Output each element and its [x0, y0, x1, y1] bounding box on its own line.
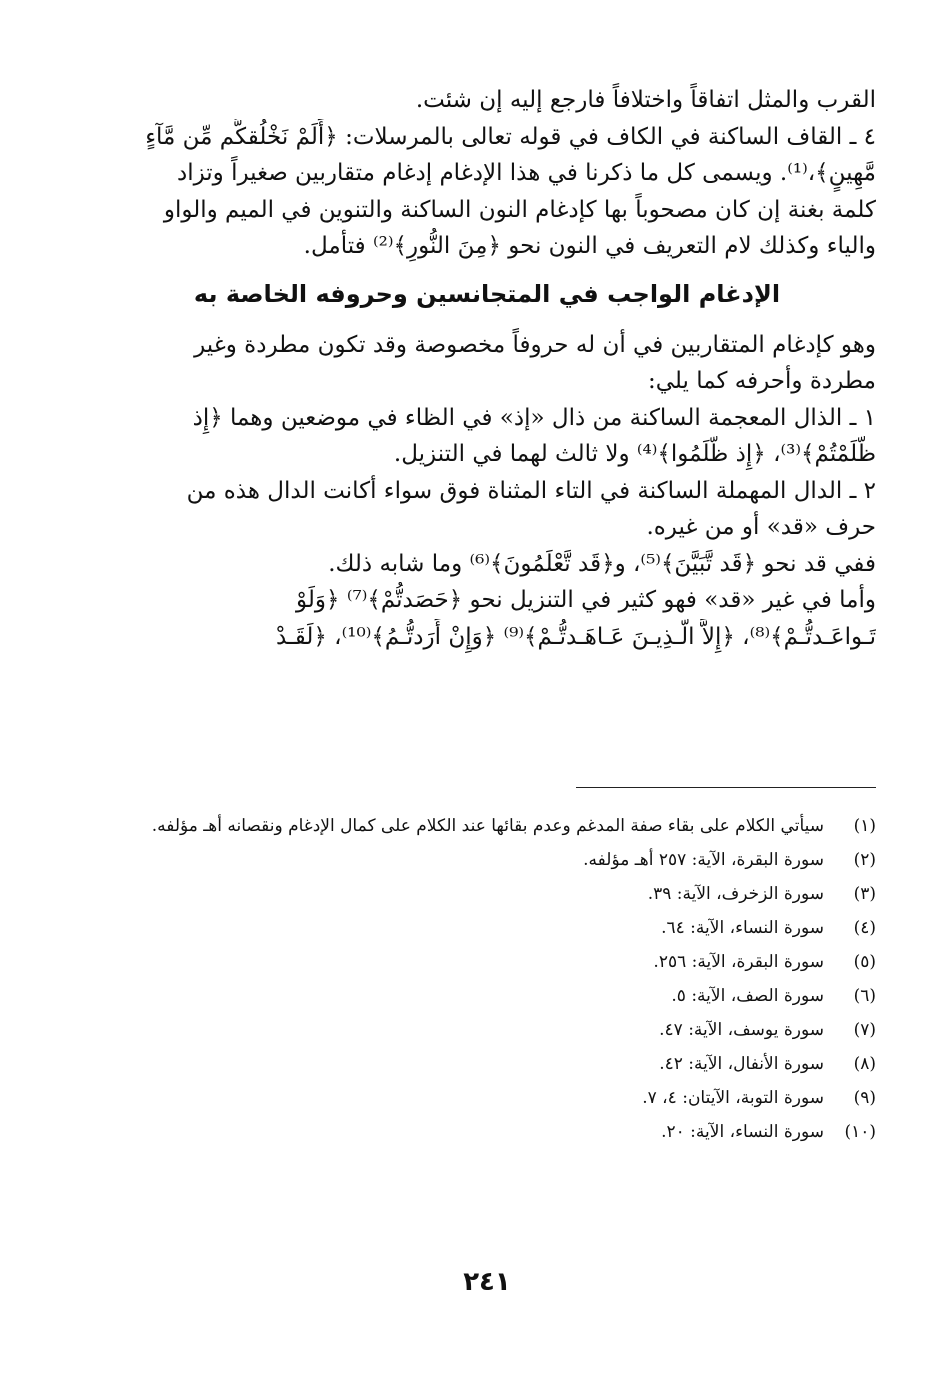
footnote-text: سورة البقرة، الآية: ٢٥٦.: [653, 952, 824, 972]
main-text-top: [98, 82, 876, 265]
footnotes: [68, 812, 876, 1152]
footnote-item: [68, 982, 876, 1010]
text-line: تَـواعَـدتُّـمْ﴾⁽⁸⁾، ﴿إِلاَّ الَّـذِيـنَ عَـاهَـدتُّـمْ﴾⁽⁹⁾ ﴿وَإِنْ أَرَدتُّـمُ﴾⁽¹⁰⁾، ﴿لَقَـدْ: [275, 623, 876, 650]
footnote-item: [68, 880, 876, 908]
footnote-number: (٧): [853, 1020, 876, 1040]
text-line: ٤ ـ القاف الساكنة في الكاف في قوله تعالى بالمرسلات: ﴿أَلَمْ نَخْلُقكُّم مِّن مَّآءٍ: [145, 123, 876, 150]
page-number: ٢٤١: [463, 1267, 511, 1297]
footnote-number: (١٠): [844, 1122, 876, 1142]
footnote-item: [68, 1050, 876, 1078]
text-line: ظَّلَمْتُمْ﴾⁽³⁾، ﴿إِذ ظَّلَمُوا﴾⁽⁴⁾ ولا ثالث لهما في التنزيل.: [393, 441, 876, 467]
footnote-number: (٣): [853, 884, 876, 904]
footnote-text: سورة النساء، الآية: ٢٠.: [661, 1122, 824, 1142]
footnote-number: (٤): [853, 918, 876, 938]
footnote-separator: [576, 787, 876, 788]
footnote-text: سورة النساء، الآية: ٦٤.: [661, 918, 824, 938]
footnote-number: (١): [853, 816, 876, 836]
text-line: مطردة وأحرفه كما يلي:: [647, 368, 876, 394]
text-line: وهو كإدغام المتقاربين في أن له حروفاً مخصوصة وقد تكون مطردة وغير: [194, 331, 876, 358]
footnote-number: (٢): [853, 850, 876, 870]
footnote-number: (٥): [853, 952, 876, 972]
text-line: حرف «قد» أو من غيره.: [646, 514, 876, 540]
footnote-item: [68, 812, 876, 840]
footnote-item: [68, 1084, 876, 1112]
main-text-bottom: [98, 327, 876, 656]
footnote-text: سورة البقرة، الآية: ٢٥٧ أهـ مؤلفه.: [583, 850, 824, 870]
text-line: والياء وكذلك لام التعريف في النون نحو ﴿مِنَ النُّورِ﴾⁽²⁾ فتأمل.: [303, 233, 876, 259]
footnote-text: سورة الصف، الآية: ٥.: [671, 986, 824, 1006]
footnote-text: سيأتي الكلام على بقاء صفة المدغم وعدم بقائها عند الكلام على كمال الإدغام ونقصانه أهـ مؤلفه.: [151, 816, 824, 836]
footnote-number: (٨): [853, 1054, 876, 1074]
footnote-text: سورة يوسف، الآية: ٤٧.: [659, 1020, 824, 1040]
footnote-text: سورة التوبة، الآيتان: ٤، ٧.: [642, 1088, 824, 1108]
text-line: ١ ـ الذال المعجمة الساكنة من ذال «إذ» في الظاء في موضعين وهما ﴿إِذ: [192, 404, 876, 431]
footnote-text: سورة الزخرف، الآية: ٣٩.: [647, 884, 824, 904]
footnote-item: [68, 1118, 876, 1146]
section-heading: الإدغام الواجب في المتجانسين وحروفه الخاصة به: [193, 279, 781, 308]
text-line: القرب والمثل اتفاقاً واختلافاً فارجع إليه إن شئت.: [415, 87, 876, 113]
text-line: كلمة بغنة إن كان مصحوباً بها كإدغام النون الساكنة والتنوين في الميم والواو: [163, 196, 876, 223]
text-line: ٢ ـ الدال المهملة الساكنة في التاء المثناة فوق سواء أكانت الدال هذه من: [186, 477, 876, 504]
text-line: وأما في غير «قد» فهو كثير في التنزيل نحو ﴿حَصَدتُّمْ﴾⁽⁷⁾ ﴿وَلَوْ: [296, 587, 876, 613]
footnote-number: (٩): [853, 1088, 876, 1108]
footnote-item: [68, 948, 876, 976]
footnote-item: [68, 914, 876, 942]
page-body: [98, 82, 876, 1385]
footnote-number: (٦): [853, 986, 876, 1006]
footnote-item: [68, 846, 876, 874]
footnote-text: سورة الأنفال، الآية: ٤٢.: [659, 1054, 824, 1074]
footnote-item: [68, 1016, 876, 1044]
text-line: مَّهِينٍ﴾،⁽¹⁾. ويسمى كل ما ذكرنا في هذا الإدغام إدغام متقاربين صغيراً وتزاد: [176, 160, 876, 186]
text-line: ففي قد نحو ﴿قَد تَّبَيَّنَ﴾⁽⁵⁾، و﴿قَد تَّعْلَمُونَ﴾⁽⁶⁾ وما شابه ذلك.: [328, 550, 876, 577]
